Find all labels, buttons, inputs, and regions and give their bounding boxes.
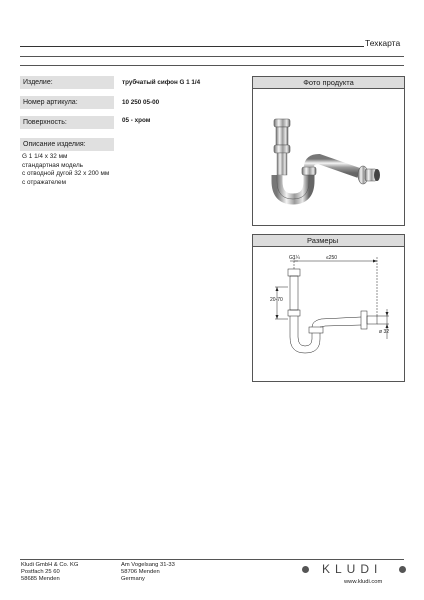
header-rule xyxy=(20,46,364,47)
product-photo-panel xyxy=(252,76,405,226)
dimensions-panel xyxy=(252,234,405,382)
description-text xyxy=(22,153,109,187)
thread-size-label: G1¼ xyxy=(289,255,300,261)
product-photo-title: Фото продукта xyxy=(253,77,404,89)
article-number-label: Номер артикула: xyxy=(20,96,114,109)
brand-logo xyxy=(302,563,406,577)
header-rule-2 xyxy=(20,56,404,57)
footer-company xyxy=(21,562,78,584)
height-range-label: 20-70 xyxy=(270,297,283,303)
logo-dot-left-icon xyxy=(302,566,309,573)
footer-company-line: 58685 Menden xyxy=(21,576,60,583)
surface-value: 05 - хром xyxy=(122,117,151,124)
description-line: G 1 1/4 x 32 мм xyxy=(22,153,68,160)
dimensions-drawing xyxy=(253,247,404,382)
description-line: с отводной дугой 32 x 200 мм xyxy=(22,170,110,178)
website-link[interactable]: www.kludi.com xyxy=(344,579,383,585)
footer-address-line: Germany xyxy=(121,576,145,583)
brand-name: KLUDI xyxy=(322,562,383,576)
length-label: ≤250 xyxy=(326,255,338,261)
product-value: трубчатый сифон G 1 1/4 xyxy=(122,79,201,86)
footer-company-line: Kludi GmbH & Co. KG xyxy=(21,562,79,568)
surface-label: Поверхность: xyxy=(20,116,114,129)
footer-address-line: 58706 Menden xyxy=(121,569,160,576)
logo-dot-right-icon xyxy=(399,566,406,573)
dimensions-title: Размеры xyxy=(253,235,404,247)
footer-address xyxy=(121,562,175,584)
footer-rule xyxy=(20,559,404,560)
diameter-label: ø 32 xyxy=(379,329,390,335)
header-rule-3 xyxy=(20,65,404,66)
description-line: стандартная модель xyxy=(22,161,84,169)
doc-title: Техкарта xyxy=(365,38,401,48)
footer-address-line: Am Vogelsang 31-33 xyxy=(121,562,175,568)
product-photo xyxy=(253,89,404,226)
footer-company-line: Postfach 25 60 xyxy=(21,569,60,576)
description-line: с отражателем xyxy=(22,178,66,186)
article-number-value: 10 250 05-00 xyxy=(122,99,160,106)
product-label: Изделие: xyxy=(20,76,114,89)
description-label: Описание изделия: xyxy=(20,138,114,151)
